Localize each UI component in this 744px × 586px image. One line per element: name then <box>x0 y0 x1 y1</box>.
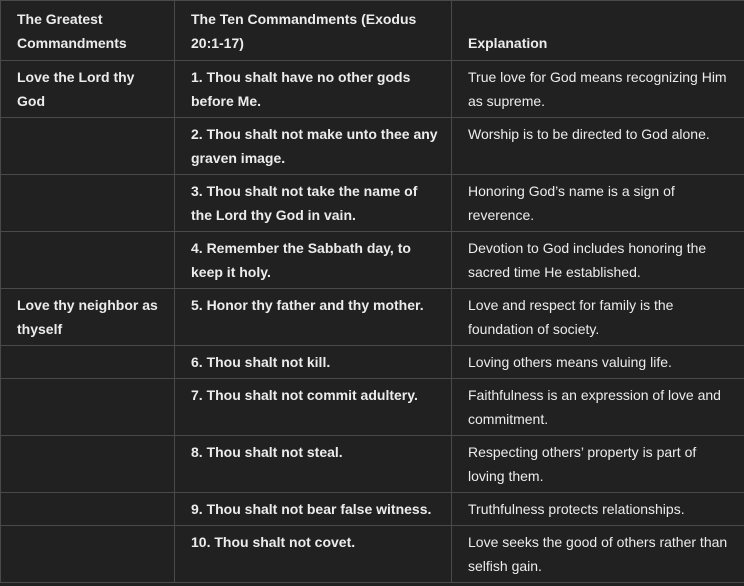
header-ten-commandments: The Ten Commandments (Exodus 20:1-17) <box>175 1 452 61</box>
commandment-cell: 3. Thou shalt not take the name of the Lord thy God in vain. <box>175 175 452 232</box>
header-explanation: Explanation <box>452 1 744 61</box>
commandment-cell: 7. Thou shalt not commit adultery. <box>175 379 452 436</box>
explanation-cell: Love seeks the good of others rather than selfish gain. <box>452 526 744 583</box>
explanation-cell: Love and respect for family is the foundation of society. <box>452 289 744 346</box>
table-row <box>1 526 744 583</box>
table-row <box>1 175 744 232</box>
table-row <box>1 379 744 436</box>
table-row <box>1 346 744 379</box>
commandment-cell: 5. Honor thy father and thy mother. <box>175 289 452 346</box>
greatest-commandment-cell <box>1 493 175 526</box>
commandment-cell: 6. Thou shalt not kill. <box>175 346 452 379</box>
commandment-cell: 2. Thou shalt not make unto thee any graven image. <box>175 118 452 175</box>
commandment-cell: 4. Remember the Sabbath day, to keep it holy. <box>175 232 452 289</box>
explanation-cell: Loving others means valuing life. <box>452 346 744 379</box>
commandment-cell: 8. Thou shalt not steal. <box>175 436 452 493</box>
greatest-commandment-cell <box>1 118 175 175</box>
header-greatest-commandments: The Greatest Commandments <box>1 1 175 61</box>
commandment-cell: 9. Thou shalt not bear false witness. <box>175 493 452 526</box>
greatest-commandment-cell <box>1 526 175 583</box>
explanation-cell: True love for God means recognizing Him as supreme. <box>452 61 744 118</box>
table-row <box>1 493 744 526</box>
table-row <box>1 118 744 175</box>
explanation-cell: Truthfulness protects relationships. <box>452 493 744 526</box>
table-row <box>1 289 744 346</box>
explanation-cell: Respecting others’ property is part of loving them. <box>452 436 744 493</box>
greatest-commandment-cell <box>1 346 175 379</box>
explanation-cell: Worship is to be directed to God alone. <box>452 118 744 175</box>
explanation-cell: Honoring God’s name is a sign of reverence. <box>452 175 744 232</box>
greatest-commandment-cell <box>1 436 175 493</box>
greatest-commandment-cell <box>1 379 175 436</box>
table-row <box>1 436 744 493</box>
greatest-commandment-cell <box>1 175 175 232</box>
table-row <box>1 61 744 118</box>
commandment-cell: 10. Thou shalt not covet. <box>175 526 452 583</box>
table-header-row <box>1 1 744 61</box>
explanation-cell: Faithfulness is an expression of love and commitment. <box>452 379 744 436</box>
explanation-cell: Devotion to God includes honoring the sacred time He established. <box>452 232 744 289</box>
table-row <box>1 232 744 289</box>
greatest-commandment-cell: Love the Lord thy God <box>1 61 175 118</box>
commandment-cell: 1. Thou shalt have no other gods before Me. <box>175 61 452 118</box>
greatest-commandment-cell: Love thy neighbor as thyself <box>1 289 175 346</box>
greatest-commandment-cell <box>1 232 175 289</box>
